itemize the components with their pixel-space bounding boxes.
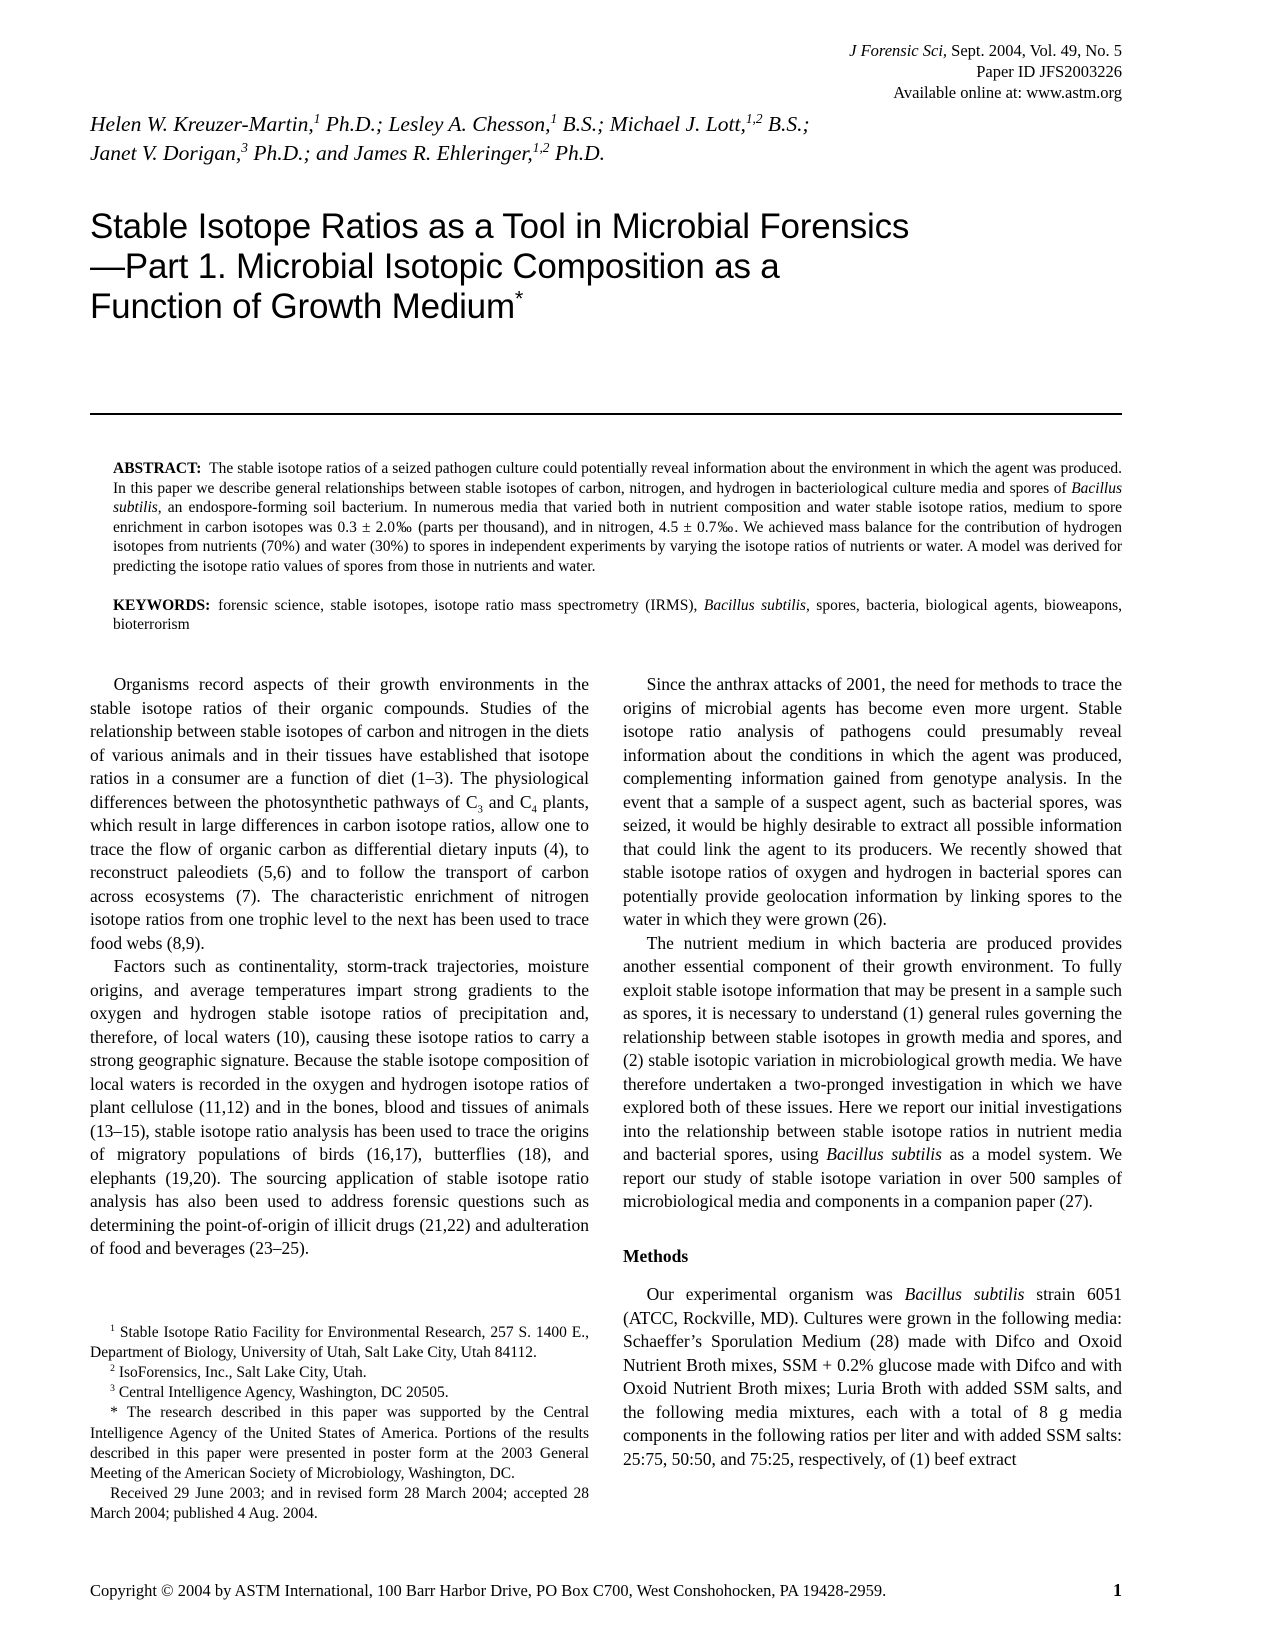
body-paragraph-methods <box>623 1283 1122 1471</box>
availability-line: Available online at: www.astm.org <box>893 83 1122 102</box>
article-title <box>90 207 920 327</box>
text-segment: , spores, bacteria, biological agents, bioweapons, bioterrorism <box>113 596 1122 634</box>
text-segment: 1,2 <box>745 110 763 126</box>
text-segment: 4 <box>531 803 537 815</box>
keywords-paragraph <box>113 596 1122 635</box>
text-segment: Ph.D. <box>549 141 606 165</box>
text-segment: J Forensic Sci, <box>849 41 948 60</box>
text-segment: Organisms record aspects of their growth environments in the stable isotope ratios of their organic compounds. Studies of the relationship between stable isotopes of carbon and nitrogen in the diets of various animals and in their tissues have established that isotope ratios in a consumer are a function of diet (1–3). The physiological differences between the photosynthetic pathways of C <box>90 674 589 812</box>
footnote-affiliation-1 <box>90 1323 589 1363</box>
text-segment: The nutrient medium in which bacteria are produced provides another essential component of their growth environment. To fully exploit stable isotope information that may be present in a sample such as spores, it is necessary to understand (1) general rules governing the relationship between stable isotopes in growth media and spores, and (2) stable isotopic variation in microbiological growth media. We have therefore undertaken a two-pronged investigation in which we have explored both of these issues. Here we report our initial investigations into the relationship between stable isotope ratios in nutrient media and bacterial spores, using <box>623 932 1122 1164</box>
text-segment: Ph.D.; Lesley A. Chesson, <box>320 112 551 136</box>
footnote-support-note <box>90 1403 589 1484</box>
text-segment: 1,2 <box>532 139 550 155</box>
abstract-paragraph <box>113 459 1122 577</box>
text-segment: as a model system. We report our study of stable isotope variation in over 500 samples of microbiological media and components in a companion paper (27). <box>623 1144 1123 1211</box>
text-segment: 3 <box>241 139 248 155</box>
text-segment: Helen W. Kreuzer-Martin, <box>90 112 314 136</box>
text-segment: Since the anthrax attacks of 2001, the need for methods to trace the origins of microbial agents has become even more urgent. Stable isotope ratio analysis of pathogens could presumably reveal information about the conditions in which the agent was produced, complementing information gained from genotype analysis. In the event that a sample of a suspect agent, such as bacterial spores, was seized, it would be highly desirable to extract all possible information that could link the agent to its producers. We recently showed that stable isotope ratios of oxygen and hydrogen in bacterial spores can potentially provide geolocation information by linking spores to the water in which they were grown (26). <box>623 674 1122 929</box>
text-segment: forensic science, stable isotopes, isotope ratio mass spectrometry (IRMS), <box>218 596 704 614</box>
text-segment: 3 <box>110 1382 115 1394</box>
text-segment: * The research described in this paper was supported by the Central Intelligence Agency of the United States of America. Portions of the results described in this paper were presented in poster form at the 2003 General Meeting of the American Society of Microbiology, Washington, DC. <box>90 1404 589 1482</box>
text-segment: Stable Isotope Ratios as a Tool in Microbial Forensics—Part 1. Microbial Isotopic Composition as a Function of Growth Medium <box>90 207 910 326</box>
body-paragraph-nutrient-medium <box>623 932 1122 1214</box>
text-segment: Bacillus subtilis <box>904 1284 1025 1304</box>
page-number: 1 <box>1113 1580 1122 1600</box>
body-columns <box>90 673 1122 1525</box>
author-line-1 <box>90 110 990 139</box>
author-line-2 <box>90 139 990 168</box>
text-segment: Received 29 June 2003; and in revised form 28 March 2004; accepted 28 March 2004; published 4 Aug. 2004. <box>90 1485 589 1523</box>
left-column <box>90 673 589 1525</box>
methods-section-heading: Methods <box>623 1245 689 1266</box>
body-paragraph-organisms <box>90 673 589 955</box>
text-segment: Sept. 2004, Vol. 49, No. 5 <box>947 41 1122 60</box>
text-segment: 3 <box>477 803 483 815</box>
footnote-received-dates <box>90 1484 589 1524</box>
text-segment: B.S.; Michael J. Lott, <box>557 112 746 136</box>
text-segment: Bacillus subtilis <box>113 479 1122 517</box>
footnote-affiliation-2 <box>90 1363 589 1383</box>
page-footer <box>90 1580 1122 1601</box>
title-divider-rule <box>90 413 1122 415</box>
text-segment: Bacillus subtilis <box>703 596 806 614</box>
text-segment: KEYWORDS: <box>113 596 219 614</box>
text-segment: 1 <box>110 1322 115 1334</box>
text-segment: ABSTRACT: <box>113 460 210 477</box>
masthead <box>849 40 1122 103</box>
text-segment: 1 <box>550 110 558 126</box>
text-segment: Stable Isotope Ratio Facility for Environmental Research, 257 S. 1400 E., Department of Biology, University of Utah, Salt Lake City, Utah 84112. <box>90 1323 589 1361</box>
paper-id-line: Paper ID JFS2003226 <box>976 62 1122 81</box>
text-segment: plants, which result in large differences in carbon isotope ratios, allow one to trace the flow of organic carbon as differential dietary inputs (4), to reconstruct paleodiets (5,6) and to follow the transport of carbon across ecosystems (7). The characteristic enrichment of nitrogen isotope ratios from one trophic level to the next has been used to trace food webs (8,9). <box>90 791 589 953</box>
front-matter <box>113 459 1122 635</box>
journal-citation-line <box>849 40 1122 61</box>
text-segment: Central Intelligence Agency, Washington, DC 20505. <box>114 1384 449 1402</box>
text-segment: IsoForensics, Inc., Salt Lake City, Utah. <box>114 1363 367 1381</box>
footnote-affiliation-3 <box>90 1383 589 1403</box>
text-segment: B.S.; <box>762 112 810 136</box>
text-segment: 1 <box>313 110 321 126</box>
footnotes-block <box>90 1323 589 1525</box>
text-segment: 2 <box>110 1362 115 1374</box>
text-segment: Our experimental organism was <box>646 1284 905 1304</box>
text-segment: Factors such as continentality, storm-track trajectories, moisture origins, and average temperatures impart strong gradients to the oxygen and hydrogen stable isotope ratios of precipitation and, therefore, of local waters (10), causing these isotope ratios to carry a strong geographic signature. Because the stable isotope composition of local waters is recorded in the oxygen and hydrogen isotope ratios of plant cellulose (11,12) and in the bones, blood and tissues of animals (13–15), stable isotope ratio analysis has been used to trace the origins of migratory populations of birds (16,17), butterflies (18), and elephants (19,20). The sourcing application of stable isotope ratio analysis has also been used to address forensic questions such as determining the point-of-origin of illicit drugs (21,22) and adulteration of food and beverages (23–25). <box>90 956 589 1258</box>
text-segment: Bacillus subtilis <box>826 1144 942 1164</box>
right-column <box>623 673 1122 1525</box>
text-segment: , an endospore-forming soil bacterium. In numerous media that varied both in nutrient composition and water stable isotope ratios, medium to spore enrichment in carbon isotopes was 0.3 ± 2.0‰ (parts per thousand), and in nitrogen, 4.5 ± 0.7‰. We achieved mass balance for the contribution of hydrogen isotopes from nutrients (70%) and water (30%) to spores in independent experiments by varying the isotope ratios of nutrients or water. A model was derived for predicting the isotope ratio values of spores from those in nutrients and water. <box>113 499 1122 575</box>
text-segment: Janet V. Dorigan, <box>90 141 242 165</box>
copyright-line: Copyright © 2004 by ASTM International, 100 Barr Harbor Drive, PO Box C700, West Conshohocken, PA 19428-2959. <box>90 1581 887 1600</box>
text-segment: The stable isotope ratios of a seized pathogen culture could potentially reveal information about the environment in which the agent was produced. In this paper we describe general relationships between stable isotopes of carbon, nitrogen, and hydrogen in bacteriological culture media and spores of <box>113 460 1122 497</box>
body-paragraph-factors <box>90 955 589 1261</box>
text-segment: strain 6051 (ATCC, Rockville, MD). Cultures were grown in the following media: Schaeffer’s Sporulation Medium (28) made with Difco and Oxoid Nutrient Broth mixes, SSM + 0.2% glucose made with Difco and with Oxoid Nutrient Broth mixes; Luria Broth with added SSM salts, and the following media mixtures, each with a total of 8 g media components in the following ratios per liter and with added SSM salts: 25:75, 50:50, and 75:25, respectively, of (1) beef extract <box>623 1284 1122 1469</box>
text-segment: and C <box>482 791 532 812</box>
text-segment: Ph.D.; and James R. Ehleringer, <box>247 141 533 165</box>
author-list <box>90 110 990 168</box>
text-segment: * <box>514 285 524 311</box>
body-paragraph-anthrax <box>623 673 1122 932</box>
